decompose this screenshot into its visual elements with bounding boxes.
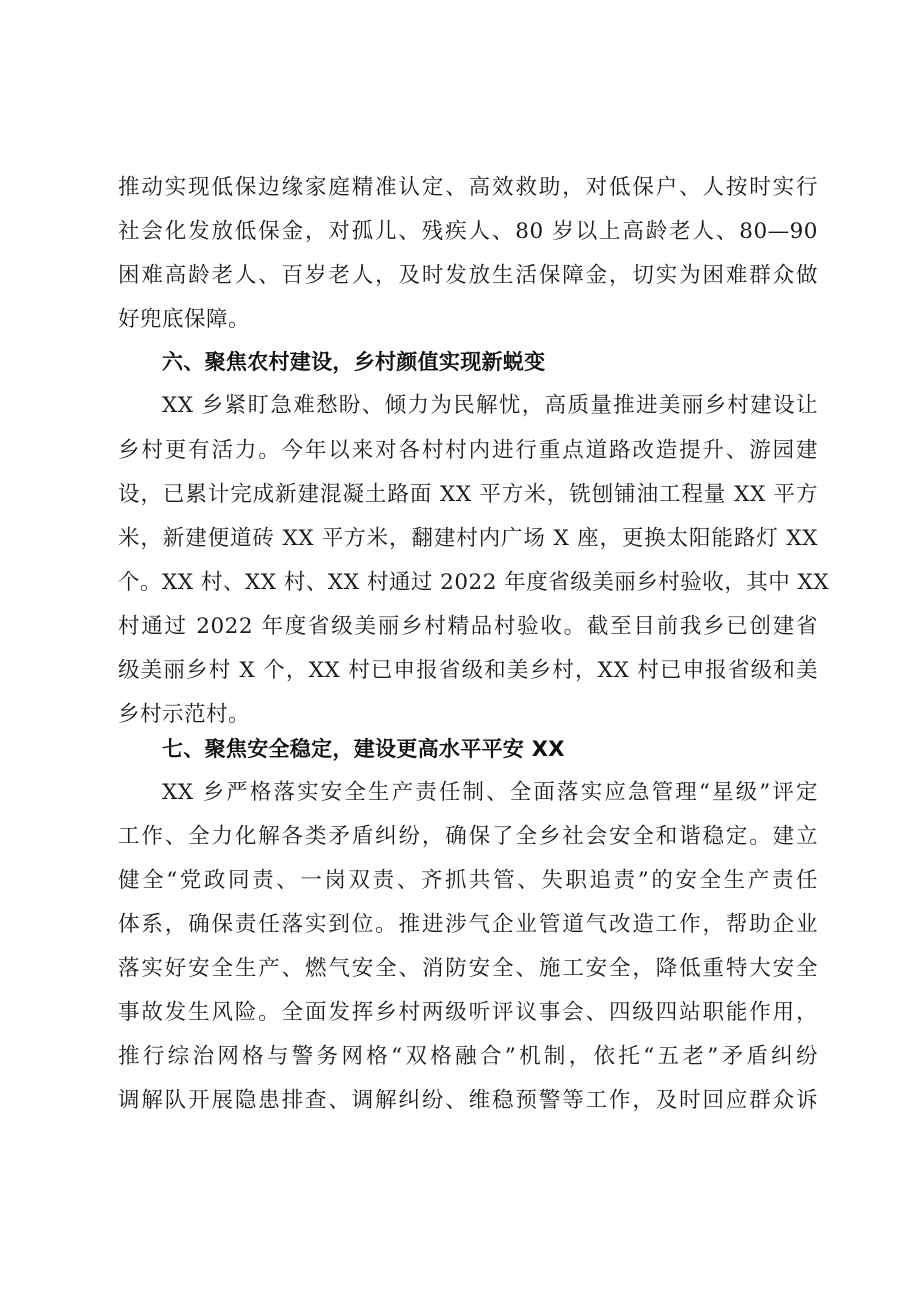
paragraph-line: 事故发生风险。全面发挥乡村两级听评议事会、四级四站职能作用， [118,1000,818,1025]
section-heading-six: 六、聚焦农村建设，乡村颜值实现新蜕变 [162,350,546,374]
paragraph-line: 工作、全力化解各类矛盾纠纷，确保了全乡社会安全和谐稳定。建立 [118,824,818,849]
paragraph-line: 体系，确保责任落实到位。推进涉气企业管道气改造工作，帮助企业 [118,912,818,937]
paragraph-line: 个。XX 村、XX 村、XX 村通过 2022 年度省级美丽乡村验收，其中 XX [118,570,830,595]
paragraph-line: 困难高龄老人、百岁老人，及时发放生活保障金，切实为困难群众做 [118,263,818,288]
paragraph-line: XX 乡严格落实安全生产责任制、全面落实应急管理“星级”评定 [162,780,818,805]
section-heading-seven: 七、聚焦安全稳定，建设更高水平平安 XX [162,737,565,761]
paragraph-line: 级美丽乡村 X 个，XX 村已申报省级和美乡村，XX 村已申报省级和美 [118,658,818,683]
paragraph-line: 落实好安全生产、燃气安全、消防安全、施工安全，降低重特大安全 [118,956,818,981]
paragraph-line: 米，新建便道砖 XX 平方米，翻建村内广场 X 座，更换太阳能路灯 XX [118,526,818,551]
paragraph-line: 调解队开展隐患排查、调解纠纷、维稳预警等工作，及时回应群众诉 [118,1088,818,1113]
paragraph-line: 推动实现低保边缘家庭精准认定、高效救助，对低保户、人按时实行 [118,175,818,200]
paragraph-line: 推行综治网格与警务网格“双格融合”机制，依托“五老”矛盾纠纷 [118,1044,818,1069]
paragraph-line: 村通过 2022 年度省级美丽乡村精品村验收。截至目前我乡已创建省 [118,614,818,639]
paragraph-line: 社会化发放低保金，对孤儿、残疾人、80 岁以上高龄老人、80—90 [118,219,818,244]
paragraph-line: 乡村更有活力。今年以来对各村村内进行重点道路改造提升、游园建 [118,438,818,463]
paragraph-line: 好兜底保障。 [118,307,251,332]
paragraph-line: 乡村示范村。 [118,702,251,727]
paragraph-line: 健全“党政同责、一岗双责、齐抓共管、失职追责”的安全生产责任 [118,868,818,893]
paragraph-line: XX 乡紧盯急难愁盼、倾力为民解忧，高质量推进美丽乡村建设让 [162,393,818,418]
paragraph-line: 设，已累计完成新建混凝土路面 XX 平方米，铣刨铺油工程量 XX 平方 [118,482,818,507]
